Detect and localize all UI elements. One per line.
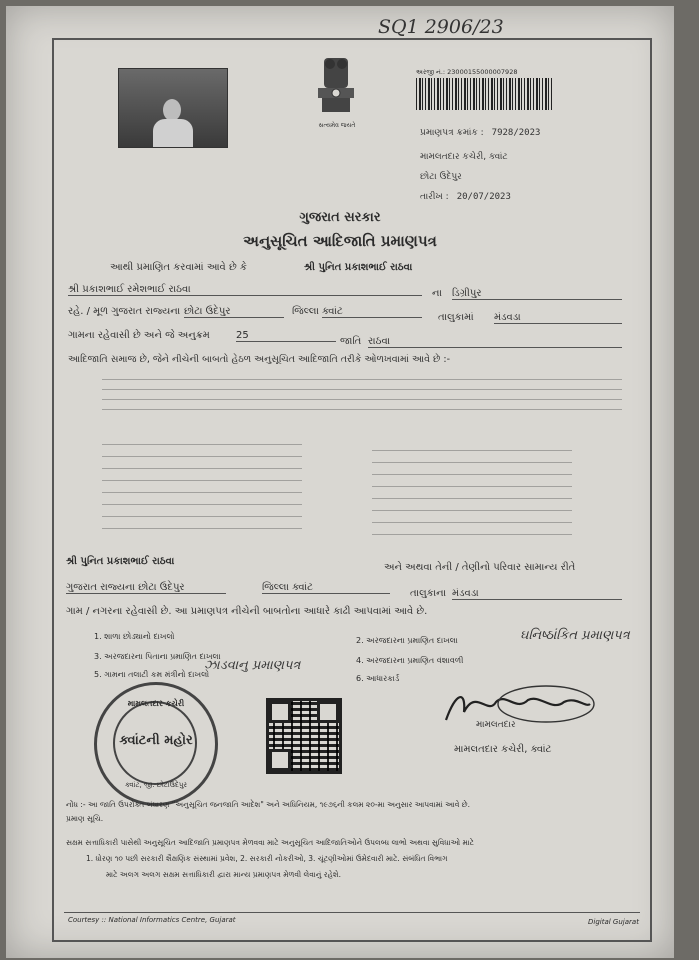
taluka-label: તાલુકામાં bbox=[438, 312, 474, 323]
office-seal: મામલતદાર કચેરી ક્વાંટની મહોર ક્વાંટ, જી. છોટાઉદેપુર bbox=[94, 682, 218, 806]
village-name: ડિગ્રીપુર bbox=[452, 288, 622, 300]
applicant-photo bbox=[118, 68, 228, 148]
footer-rule bbox=[64, 912, 640, 913]
basis-item-1: 1. શાળા છોડ્યાનો દાખલો bbox=[94, 632, 175, 641]
state-emblem-icon bbox=[310, 52, 362, 122]
signature-text: Kamarani bbox=[494, 708, 499, 709]
signature-mark bbox=[436, 682, 596, 732]
basis-item-5-handwritten: ઝાડવાનુ પ્રમાણપત્ર bbox=[204, 658, 301, 673]
basis-item-2-handwritten: ઘનિષ્ઠાંકિત પ્રમાણપત્ર bbox=[520, 628, 630, 643]
footer-brand: Digital Gujarat bbox=[588, 918, 639, 926]
place-value: મંડવડા bbox=[494, 312, 622, 324]
district-label: જિલ્લા bbox=[292, 306, 319, 317]
lower-state: ગુજરાત રાજ્યના છોટા ઉદેપુર bbox=[66, 582, 226, 594]
serial-text: ગામના રહેવાસી છે અને જે અનુક્રમ bbox=[68, 330, 210, 341]
certificate-number: પ્રમાણપત્ર ક્રમાંક : 7928/2023 bbox=[420, 128, 541, 138]
note-line-1: નોંધ :- આ જાતિ ઉપરોક્ત બંધારણ "અનુસૂચિત જનજાતિ આદેશ" અને અધિનિયમ, ૧૯૭૬ની કલમ ૨૦-મા અનુસાર આપવામાં આવે છે. bbox=[66, 800, 470, 809]
government-title: ગુજરાત સરકાર bbox=[299, 210, 381, 225]
holder-name: શ્રી પુનિત પ્રકાશભાઈ રાઠવા bbox=[304, 262, 413, 273]
note-line-4: 1. ધોરણ ૧૦ પછી સરકારી શૈક્ષણિક સંસ્થામાં પ્રવેશ, 2. સરકારી નોકરીઓ, 3. ચૂંટણીઓમાં ઉમેદવારી માટે. સંબંધિત વિભાગ bbox=[86, 854, 448, 863]
orders-text-block bbox=[102, 372, 622, 416]
caste-label: જાતિ bbox=[340, 336, 362, 347]
holder-name-lower: શ્રી પુનિત પ્રકાશભાઈ રાઠવા bbox=[66, 556, 175, 567]
note-line-3: સક્ષમ સત્તાધિકારી પાસેથી અનુસૂચિત આદિજાતિ પ્રમાણપત્ર મેળવવા માટે અનુસૂચિત આદિજાતિઓને ઉપલબ્ધ લાભો અથવા સુવિધાઓ માટે bbox=[66, 838, 474, 847]
note-line-2: પ્રમાણ સૂચિ. bbox=[66, 814, 104, 823]
qr-code bbox=[266, 698, 342, 774]
serial-number: 25 bbox=[236, 330, 336, 342]
recognition-text: આદિજાતિ સમાજ છે, જેને નીચેની બાબતો હેઠળ અનુસૂચિત આદિજાતિ તરીકે ઓળખવામાં આવે છે :- bbox=[68, 354, 451, 365]
barcode bbox=[416, 78, 554, 110]
tribe-list-right bbox=[372, 442, 572, 542]
basis-item-6: 6. આધારકાર્ડ bbox=[356, 674, 400, 683]
certificate-title: અનુસૂચિત આદિજાતિ પ્રમાણપત્ર bbox=[243, 232, 437, 250]
taluka-value: ક્વાંટ bbox=[322, 306, 422, 318]
parent-name: શ્રી પ્રકાશભાઈ રમેશભાઈ રાઠવા bbox=[68, 284, 422, 296]
intro-text: આથી પ્રમાણિત કરવામાં આવે છે કે bbox=[110, 262, 247, 273]
certificate-sheet bbox=[6, 6, 674, 958]
basis-item-5: 5. ગામના તલાટી કમ મંત્રીનો દાખલો bbox=[94, 670, 210, 679]
tribe-list-left bbox=[102, 436, 302, 536]
basis-item-2: 2. અરજદારના પ્રમાણિત દાખલા bbox=[356, 636, 458, 645]
handwritten-reference: SQ1 2906/23 bbox=[378, 16, 504, 38]
signatory-role: મામલતદાર bbox=[476, 720, 516, 730]
state-label: રહે. / મૂળ ગુજરાત રાજ્યના bbox=[68, 306, 181, 317]
issue-date: તારીખ : 20/07/2023 bbox=[420, 192, 511, 202]
district-name: છોટા ઉદેપુર bbox=[420, 172, 462, 182]
footer-courtesy: Courtesy :: National Informatics Centre, Gujarat bbox=[68, 916, 236, 924]
lower-place: મંડવડા bbox=[452, 588, 622, 600]
basis-item-4: 4. અરજદારના પ્રમાણિત વંશાવળી bbox=[356, 656, 464, 665]
basis-intro: ગામ / નગરના રહેવાસી છે. આ પ્રમાણપત્ર નીચેની બાબતોના આધારે કાઢી આપવામાં આવે છે. bbox=[66, 606, 428, 617]
emblem-caption: સત્યમેવ જયતે bbox=[318, 122, 356, 129]
issuing-office: મામલતદાર કચેરી, ક્વાંટ bbox=[420, 152, 508, 162]
lower-district: જિલ્લા ક્વાંટ bbox=[262, 582, 390, 594]
district-value: છોટા ઉદેપુર bbox=[184, 306, 284, 318]
basis-item-3: 3. અરજદારના પિતાના પ્રમાણિત દાખલા bbox=[94, 652, 221, 661]
signatory-office: મામલતદાર કચેરી, ક્વાંટ bbox=[454, 744, 552, 755]
application-number: અરજી નં.: 23000155000007928 bbox=[416, 68, 518, 76]
village-label: ના bbox=[432, 288, 442, 299]
caste-value: રાઠવા bbox=[368, 336, 622, 348]
note-line-5: માટે અલગ અલગ સક્ષમ સત્તાધિકારી દ્વારા માન્ય પ્રમાણપત્ર મેળવી લેવાનું રહેશે. bbox=[106, 870, 342, 879]
lower-taluka-label: તાલુકાના bbox=[410, 588, 447, 599]
family-text: અને અથવા તેની / તેણીનો પરિવાર સામાન્ય રીતે bbox=[384, 562, 576, 573]
